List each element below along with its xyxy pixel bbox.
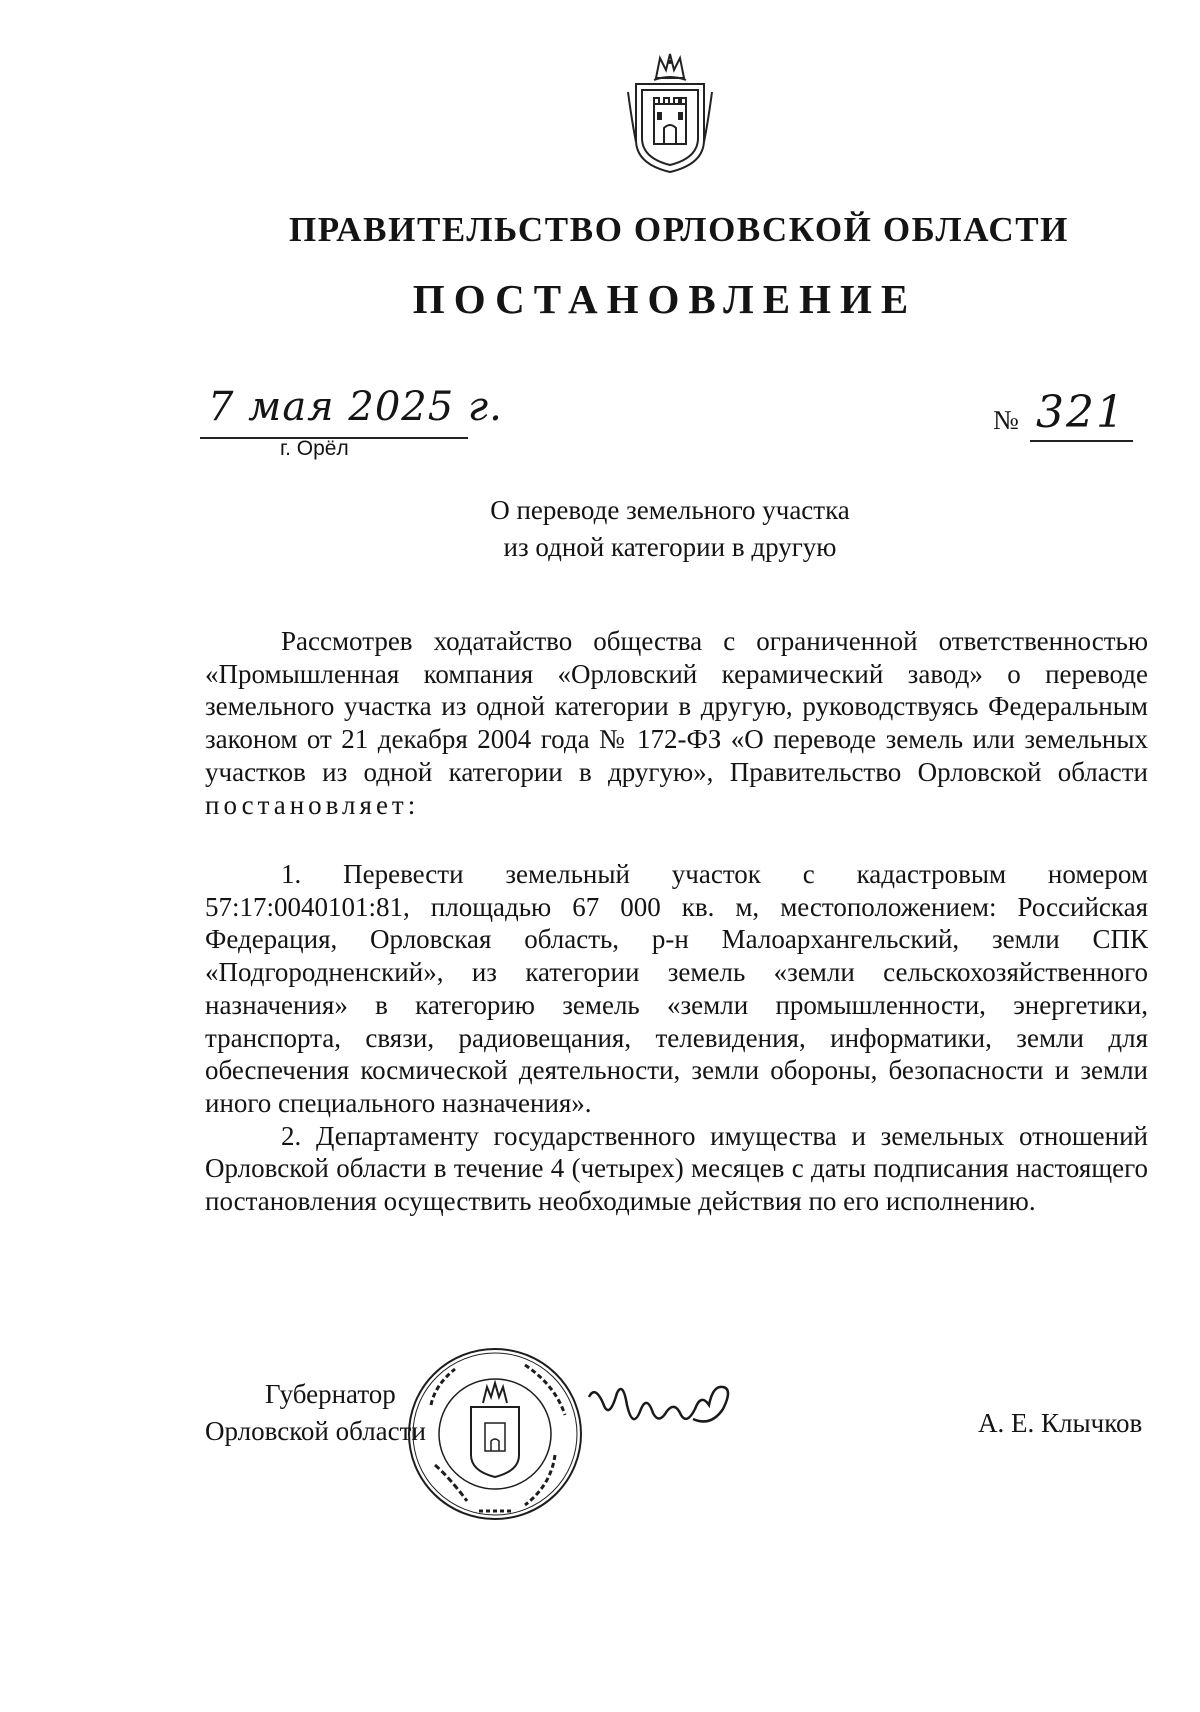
preamble xyxy=(205,625,1148,821)
government-title: ПРАВИТЕЛЬСТВО ОРЛОВСКОЙ ОБЛАСТИ xyxy=(288,210,1070,249)
subject-line: из одной категории в другую xyxy=(503,532,837,562)
official-seal-icon xyxy=(405,1345,585,1523)
preamble-paragraph xyxy=(205,625,1148,821)
role-line: Губернатор xyxy=(265,1379,396,1409)
clauses xyxy=(205,858,1148,1218)
role-line: Орловской области xyxy=(205,1416,426,1446)
clause-2: 2. Департаменту государственного имущества и земельных отношений Орловской области в течение 4 (четырех) месяцев с даты подписания настоящего постановления осуществить необходимые действия по его исполнению. xyxy=(205,1120,1148,1217)
subject-line: О переводе земельного участка xyxy=(490,495,850,525)
issue-city: г. Орёл xyxy=(280,437,349,460)
document-type: ПОСТАНОВЛЕНИЕ xyxy=(412,276,918,322)
signatory-role xyxy=(205,1376,426,1450)
handwritten-signature-icon xyxy=(583,1375,743,1455)
document-date: 7 мая 2025 г. xyxy=(208,384,503,430)
signatory-name: А. Е. Клычков xyxy=(978,1408,1143,1438)
document-subject xyxy=(400,492,940,566)
clause-1: 1. Перевести земельный участок с кадастровым номером 57:17:0040101:81, площадью 67 000 кв. м, местоположением: Российская Федерация, Орловская область, р-н Малоархангельский, земли СПК «Подгородненский», из категории земель «земли сельскохозяйственного назначения» в категорию земель «земли промышленности, энергетики, транспорта, связи, радиовещания, телевидения, информатики, земли для обеспечения космической деятельности, земли обороны, безопасности и земли иного специального назначения». xyxy=(205,859,1148,1118)
document-number: 321 xyxy=(1036,387,1126,438)
preamble-verb: постановляет: xyxy=(205,789,420,820)
coat-of-arms-icon xyxy=(626,52,714,176)
number-label: № xyxy=(993,405,1019,435)
preamble-text: Рассмотрев ходатайство общества с ограниченной ответственностью «Промышленная компания «Орловский керамический завод» о переводе земельного участка из одной категории в другую, руководствуясь Федеральным законом от 21 декабря 2004 года № 172-ФЗ «О переводе земель или земельных участков из одной категории в другую», Правительство Орловской области xyxy=(205,626,1148,787)
